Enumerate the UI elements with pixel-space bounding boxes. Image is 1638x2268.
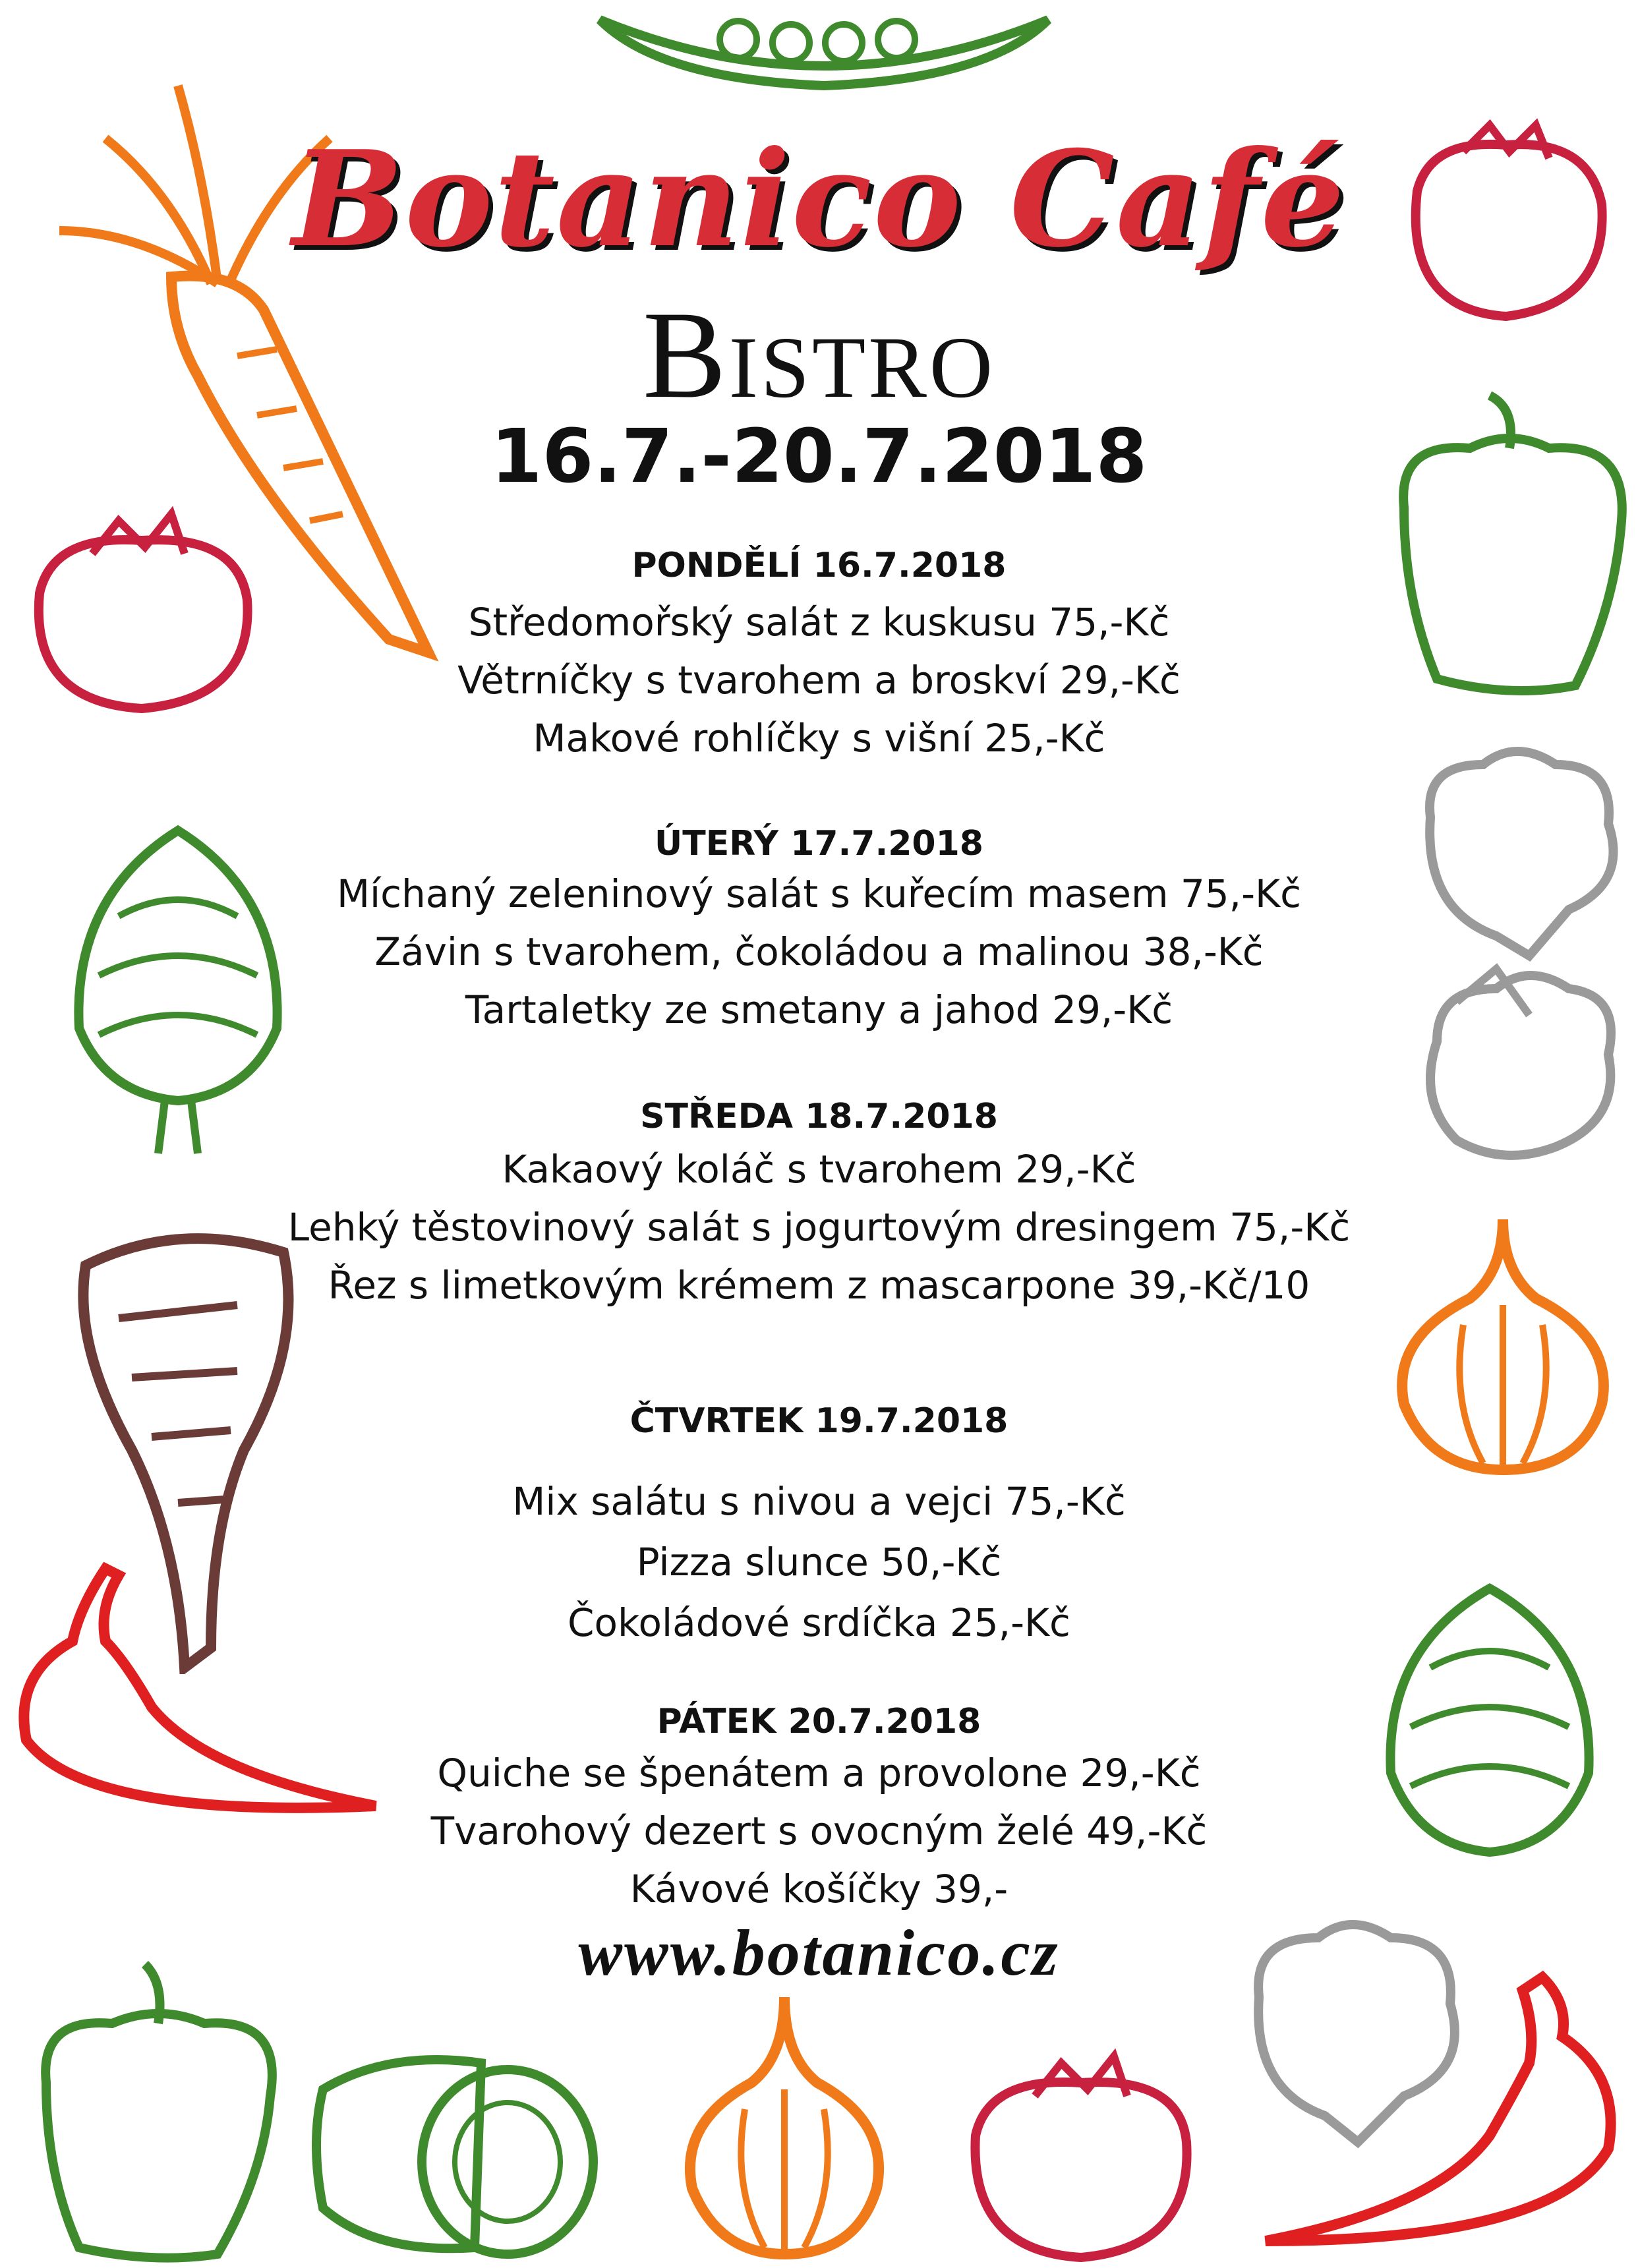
- menu-item: Makové rohlíčky s višní 25,-Kč: [533, 716, 1105, 761]
- menu-item: Větrníčky s tvarohem a broskví 29,-Kč: [457, 658, 1181, 703]
- website-link[interactable]: www.botanico.cz: [578, 1916, 1060, 1989]
- menu-item: Mix salátu s nivou a vejci 75,-Kč: [512, 1479, 1126, 1524]
- menu-item: Kávové košíčky 39,-: [629, 1867, 1009, 1911]
- day-heading: STŘEDA 18.7.2018: [640, 1097, 998, 1136]
- cucumber-icon: [310, 2037, 606, 2267]
- onion-icon: [659, 1984, 910, 2267]
- menu-item: Míchaný zeleninový salát s kuřecím masem 75,-Kč: [337, 871, 1301, 916]
- menu-item: Závin s tvarohem, čokoládou a malinou 38,-Kč: [374, 929, 1264, 974]
- pea-pod-icon: [593, 0, 1055, 99]
- menu-item: Kakaový koláč s tvarohem 29,-Kč: [502, 1147, 1136, 1192]
- menu-item: Čokoládové srdíčka 25,-Kč: [568, 1600, 1070, 1645]
- menu-item: Pizza slunce 50,-Kč: [636, 1540, 1002, 1585]
- day-heading: ÚTERÝ 17.7.2018: [655, 824, 983, 863]
- chili-pepper-icon: [1252, 1964, 1635, 2267]
- menu-item: Tartaletky ze smetany a jahod 29,-Kč: [465, 987, 1173, 1032]
- page-subtitle: Bistro: [643, 286, 995, 424]
- menu-item: Tvarohový dezert s ovocným želé 49,-Kč: [430, 1809, 1208, 1853]
- date-range: 16.7.-20.7.2018: [490, 414, 1148, 500]
- day-heading: PÁTEK 20.7.2018: [657, 1702, 981, 1741]
- menu-item: Středomořský salát z kuskusu 75,-Kč: [468, 600, 1170, 645]
- page-title: Botanico Café: [292, 122, 1346, 277]
- menu-item: Řez s limetkovým krémem z mascarpone 39,-Kč/10: [328, 1263, 1310, 1308]
- menu-item: Quiche se špenátem a provolone 29,-Kč: [437, 1751, 1201, 1795]
- pepper-icon: [20, 1958, 297, 2267]
- menu-item: Lehký těstovinový salát s jogurtovým dresingem 75,-Kč: [287, 1205, 1351, 1250]
- tomato-icon: [956, 2043, 1206, 2267]
- day-heading: ČTVRTEK 19.7.2018: [629, 1401, 1009, 1441]
- day-heading: PONDĚLÍ 16.7.2018: [631, 546, 1007, 585]
